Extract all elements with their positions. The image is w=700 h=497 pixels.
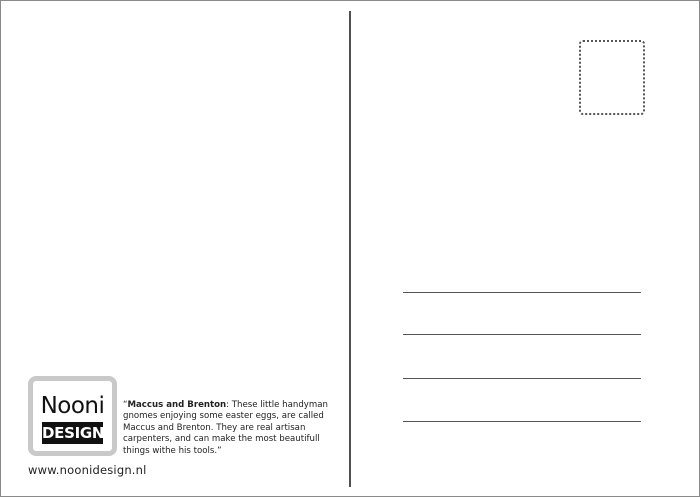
stamp-box (579, 40, 645, 115)
website-url: www.noonidesign.nl (28, 463, 147, 477)
address-line-1 (403, 292, 641, 293)
center-divider (349, 11, 351, 487)
logo-word-nooni: Nooni (40, 393, 105, 419)
address-line-2 (403, 334, 641, 335)
caption-body: : These little handyman gnomes enjoying some easter eggs, are called Maccus and Brenton. They are real artisan carpenters, and can make the most beautifull things withe his tools.” (123, 400, 328, 456)
caption-text (123, 400, 341, 457)
address-line-3 (403, 378, 641, 379)
nooni-design-logo (28, 376, 117, 456)
address-line-4 (403, 421, 641, 422)
caption-open-quote: “ (123, 400, 128, 410)
logo-word-design: DESIGN (42, 424, 105, 442)
caption-names: Maccus and Brenton (127, 400, 227, 410)
